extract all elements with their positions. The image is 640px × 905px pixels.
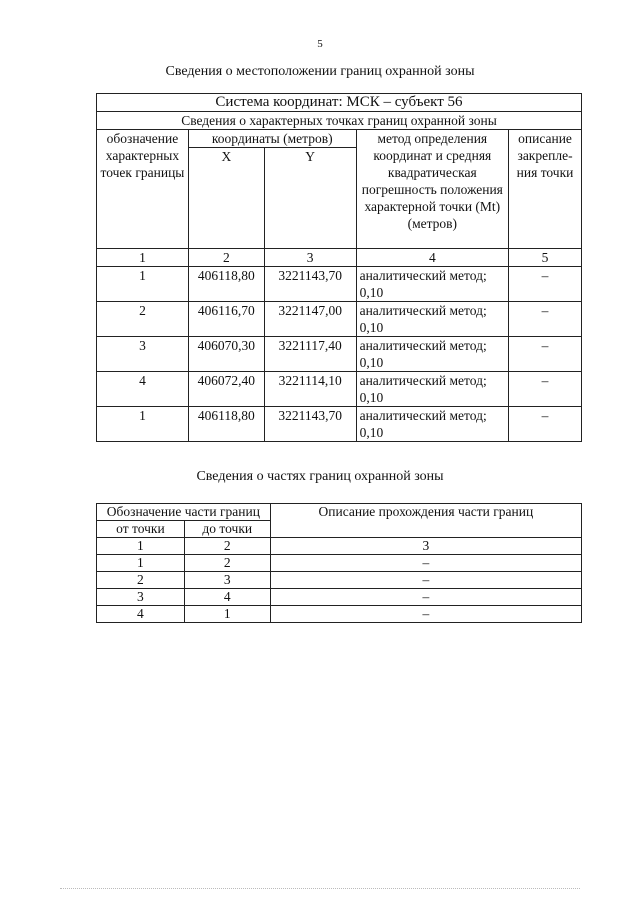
header-to-point: до точки [184, 521, 270, 538]
boundary-parts-table [96, 503, 582, 623]
part-description: – [270, 606, 581, 623]
part-description: – [270, 555, 581, 572]
coord-y: 3221143,70 [264, 267, 356, 302]
table-header-row [97, 130, 582, 148]
header-method: метод определения координат и средняя квадратическая погрешность положения характерной точки (Mt) (метров) [356, 130, 508, 249]
header-coordinates: координаты (метров) [188, 130, 356, 148]
to-point: 4 [184, 589, 270, 606]
table-row [97, 407, 582, 442]
table-row [97, 267, 582, 302]
table-subtitle: Сведения о характерных точках границ охранной зоны [97, 112, 582, 130]
column-number: 3 [270, 538, 581, 555]
header-x: X [188, 148, 264, 249]
point-id: 3 [97, 337, 189, 372]
table-row [97, 589, 582, 606]
coordinates-table [96, 93, 582, 442]
section-title-parts: Сведения о частях границ охранной зоны [196, 469, 444, 484]
header-y: Y [264, 148, 356, 249]
description-cell: – [509, 267, 582, 302]
description-cell: – [509, 407, 582, 442]
coord-x: 406118,80 [188, 267, 264, 302]
method-cell: аналитический метод; 0,10 [356, 337, 508, 372]
point-id: 4 [97, 372, 189, 407]
description-cell: – [509, 372, 582, 407]
header-point-designation: обозначение характерных точек границы [97, 130, 189, 249]
column-number: 4 [356, 249, 508, 267]
column-number: 5 [509, 249, 582, 267]
table-row [97, 302, 582, 337]
coord-x: 406070,30 [188, 337, 264, 372]
point-id: 2 [97, 302, 189, 337]
point-id: 1 [97, 407, 189, 442]
from-point: 4 [97, 606, 185, 623]
header-from-point: от точки [97, 521, 185, 538]
from-point: 1 [97, 555, 185, 572]
to-point: 1 [184, 606, 270, 623]
coord-y: 3221143,70 [264, 407, 356, 442]
coord-y: 3221114,10 [264, 372, 356, 407]
header-part-designation: Обозначение части границ [97, 504, 271, 521]
column-number: 1 [97, 249, 189, 267]
to-point: 3 [184, 572, 270, 589]
header-description: описание закрепле-ния точки [509, 130, 582, 249]
coordinate-system: Система координат: МСК – субъект 56 [97, 94, 582, 112]
method-cell: аналитический метод; 0,10 [356, 302, 508, 337]
page-number: 5 [317, 38, 323, 50]
from-point: 3 [97, 589, 185, 606]
coord-x: 406118,80 [188, 407, 264, 442]
column-number: 2 [184, 538, 270, 555]
column-number: 2 [188, 249, 264, 267]
table-row [97, 337, 582, 372]
coord-y: 3221117,40 [264, 337, 356, 372]
description-cell: – [509, 302, 582, 337]
method-cell: аналитический метод; 0,10 [356, 407, 508, 442]
section-title-location: Сведения о местоположении границ охранной зоны [165, 64, 475, 79]
table-row [97, 372, 582, 407]
point-id: 1 [97, 267, 189, 302]
coord-x: 406072,40 [188, 372, 264, 407]
part-description: – [270, 589, 581, 606]
header-part-description: Описание прохождения части границ [270, 504, 581, 538]
table-row [97, 555, 582, 572]
table-header-row [97, 504, 582, 521]
description-cell: – [509, 337, 582, 372]
from-point: 2 [97, 572, 185, 589]
table-row [97, 94, 582, 112]
part-description: – [270, 572, 581, 589]
coord-x: 406116,70 [188, 302, 264, 337]
method-cell: аналитический метод; 0,10 [356, 372, 508, 407]
method-cell: аналитический метод; 0,10 [356, 267, 508, 302]
column-number: 1 [97, 538, 185, 555]
table-row [97, 606, 582, 623]
coord-y: 3221147,00 [264, 302, 356, 337]
table-row [97, 572, 582, 589]
to-point: 2 [184, 555, 270, 572]
scan-artifact-line [60, 888, 580, 889]
column-number-row [97, 249, 582, 267]
column-number: 3 [264, 249, 356, 267]
column-number-row [97, 538, 582, 555]
table-row [97, 112, 582, 130]
